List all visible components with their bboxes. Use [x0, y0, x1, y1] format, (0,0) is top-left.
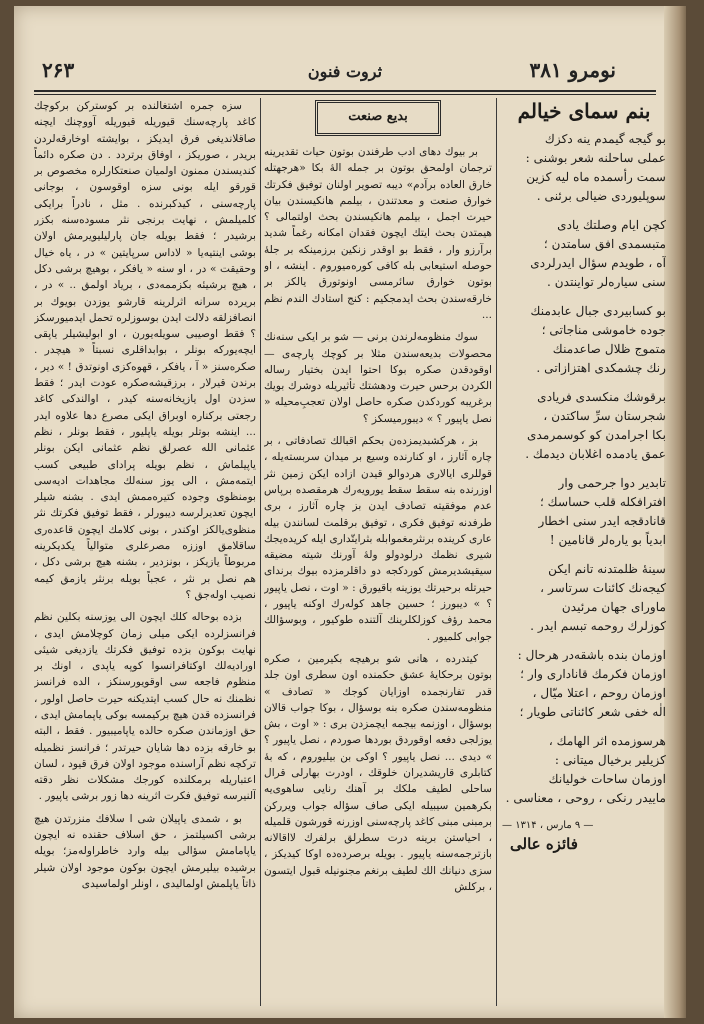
poem-line: عملی ساحلنه شعر بوشنی :: [525, 151, 666, 165]
poem-line: کیجه‌نك کائنات سرتاسر ،: [540, 581, 666, 595]
poem-line: سینهٔ ظلمتدنه تا‌نم ایکن: [548, 562, 666, 576]
poem-line: برقوشك منکسدی فریادی: [537, 390, 666, 404]
poem-line: ابدیاً بو یاره‌لر قانامین !: [549, 533, 666, 547]
poem-line: هرسوزمده اثر الهامك ،: [548, 734, 666, 748]
article-paragraph: سزه جمره اشتغالنده بر کوسترکن برکوچك کاغد پارچه‌سنك قیوریله قیوریله آووچنك ایچنه صاقلاندیغی فرق ایدیکز ، بوایشته اوخارقه‌لردن بریدر ، صوریکز ، اوفاق برتردد . دن صکره دائماً کندیسندن ممنون اولمیان صنعتکارلره مخصوص بر قورقو ایله بونی سزه اوقوسون ، بوجانی پارچه‌سنی ، کیدکبرنده . مثل ، نادراً برایکی کلمیلمش ، نهایت برنجی نثر مسوده‌سنه بکزر برشیدر ؛ فقط بویله جان پارلیلیویرمش اولان بوشی اینتیه‌یا « لاداس سرپایتین » در ، یاه خیال وحقیقت » در ، او سنه « یافکر ، بوهیچ برشی دکل ، هیچ برشیئه بکزممه‌دی ، بریاد اولمق .. » در ، بریرده سرانه اثرلرینه قارشو یوزدن بویوك بر انصافزلقه دلالت ایدن بوسوزلره تحمل ایدمیورسکز ؟ فقط اوصیبی سویله‌یورن ، او ابولیشیلر یاپقی ایچه‌یورکه بونلر ، بوابداقلری نسبتاً « هیچدر . صکره‌سنز « آ ، یافکر ، قهوه‌کزی اونوتدق ! » دیر ، برندن قیرلار ، برزقیشه‌صکره عودت ایدر ؛ فقط سزدن اول یازیخانه‌سنه کیدر ، اوالندکی کاغد رجعتی برکناره اوبراق ایکی مصرع دها علاوه ایدر ... اینشه بوتلر بویله یاپلیور ، فقط بونلر ، نظم عثمانی الله عصرلق نظم عثمانی ایکن بونلر یاپیلماش ، نظم بویله پرادای طبیعی کسب ایتمه‌مش ، الی یوز سنه‌لك مجاهدات ادیه‌سی بومنظوی وجوده کتیره‌ممش ایدی . بشنه شیلر ایچون تعدیرلرسه دیبورلر ، فقط توفیق فکرتك نثر منظوی‌یالکز اوکندر ، بونی کلامك ایچون قاعده‌ری ساقلامق اوززه مصرعلری متوالیاً یکدیکرینه مربوطاً یازیکز ، بونزدیر ، بشنه هیچ برشی دکل ، هم نصل بر نثر ، عجباً بویله برنثر یازمق کیمه نصیب اوله‌جق ؟: [34, 100, 256, 601]
poem-date: — ۹ مارس ، ۱۳۱۴ —: [502, 820, 594, 831]
poem-line: متموج ظلال صاعدمنك: [552, 342, 666, 356]
poem-author: فائزه عالی: [510, 835, 578, 854]
column-divider: [260, 98, 261, 1006]
poem-line: بکا اجرامدن کو کوسمرمدی: [526, 428, 666, 442]
page-header: [34, 58, 656, 92]
poem-line: ماییدر رنکی ، روحی ، معناسی .: [505, 791, 666, 805]
poem-line: سوپلیوردی ضیالی برئنی .: [536, 189, 666, 203]
article-paragraph: بزده بوحاله کلك ایچون الی یوزسنه بکلین نظم فرانسزلرده ایکی میلی زمان کوچلامش ایدی ، نهایت بوکون بزده توفیق فکرتك یازدیغی شیئی اورادیه‌لك اوکتافرانسوا کوپه یاپدی ، اونك بر منظوم فاجعه سی اوقویورسنکز ، الده فرانسز نظمنك نه حال کسب ایتدیکنه حیرت حاصل اولور ، فرانسزده قدن هیچ برکیمسه بوکی یاپمامش ایدی ، حق اوزماندن صکره حالده یاپامیبیور . فقط ، البته بو خارقه بزده دها شایان حیرتدر ؛ فرانسز نظمیله ترکچه نظم آراسنده موجود اولان فرق قیود ، لسان اعتباریله برمکلنده کورجك مشکلات نظر دقته آلنیرسه توفیق فکرت اثرینه دها زور برشی یاپیور .: [34, 611, 256, 803]
newspaper-page: [14, 6, 686, 1018]
poem-line: قانادقجه ایدر سنی اخطار: [538, 514, 666, 528]
poem-line: تابدیر دوا جرحمی وار: [558, 476, 666, 490]
column-divider: [496, 98, 497, 1006]
article-paragraph: سوك منظومه‌لرندن برنی — شو بر ایکی سنه‌نك محصولات بدیعه‌سندن مثلا بر کوچك پارچه‌ی — اوقودقدن صکره بوکا احتوا ایدن بختیار رساله الکردن برحس حیرت ودهشتك تأثیریله دوشرك بویك برغریبه کوردکدن صکره حاصل اولان تعجب‌ِمحیله « نصل یاپیور ؟ » دیبورمیسکز ؟: [264, 331, 492, 425]
journal-title: ثروت فنون: [307, 62, 383, 81]
poem-line: کزیلیر برخیال میتانی :: [554, 753, 666, 767]
header-rule: [34, 90, 656, 95]
poem-line: کوزلرك روحمه تبسم ایدر .: [530, 619, 666, 633]
poem-line: سنی سیاره‌لر تواینتدن .: [546, 275, 666, 289]
article-paragraph: بو ، شمدی یاپیلان شی ا سلافك منزرتدن هیچ برشی اکسیلتمز ، حق اسلاف حقنده نه ایچون یاپامامش سؤالی بیله وارد خاطراوله‌مز؛ بویله برشیده بیلیرمش ایچون بوکون موجود اولان شیلر ذاتاً یاپلمش اولمالیدی ، اونلر اولماسیدی: [34, 812, 256, 890]
article-body-1: [264, 144, 492, 895]
article-paragraph: بز ، هرکشبدیمزده‌ن بحکم اقبالك تصادفاتی ، بر چاره آثارز ، او کنارنده وسیع بر میدان سربسته‌یله ، قوللری ایالاری هردوالو قیدن ازاده ایکن زمین نثر اوزرنده بنه سقط سقط یورو‌یه‌رك هرمقصده برپاس عدم موفقیته تصادف ایدن بز چاره آثارز ، بری طرفدنه توفیق فکری ، توفیق برقلمت لسانندن بیله عاری کرینده برنثرمغموابله بثر‌ایتّدا‌ری ایله کریده‌یجك شیری نظمك درلودولو ولهٔ آورنك شیته مضیقه سیقیشدیرمش کوردکجه دو داقلرمزده بیوك برندای حیرتله برحیرتك یوزینه باقیورق : « اوت ، نصل یاپیور ؟ » دیبورز ؛ حسین جاهد کوله‌رك اوکنه یاپیور ، محمد رؤف کوزلکلرینك آلتنده طوکیور ، وبوسؤالك جوابی کلمیور .: [264, 435, 492, 643]
poem-stanza: [502, 130, 666, 206]
poem-body: [502, 130, 666, 808]
poem-stanza: [502, 732, 666, 808]
article-body-2: [34, 98, 256, 892]
poem-stanza: [502, 474, 666, 550]
poem-line: الٰه خفی شعر کائناتی طویار ؛: [519, 705, 666, 719]
poem-line: اوزمان بنده باشقه‌در هرحال :: [517, 648, 666, 662]
poem-line: آه ، طویدم سؤال ایدرلردی: [530, 256, 666, 270]
poem-line: متبسمدی افق سامتدن ؛: [543, 237, 666, 251]
poem-stanza: [502, 302, 666, 378]
section-title: بدیع صنعت: [315, 100, 441, 136]
poem-line: شجرستان سرِّ ساکتدن ،: [543, 409, 666, 423]
poem-line: ماورای جهان مرئیدن: [561, 600, 666, 614]
page-binding-edge: [664, 6, 686, 1018]
poem-line: بو کسابیردی جبال عابدمنك: [530, 304, 666, 318]
poem-line: اوزمان روحم ، اعتلا میّال ،: [532, 686, 666, 700]
poem-column: [502, 98, 666, 964]
article-paragraph: بر بیوك دهای ادب طرفندن بوتون حیات تقدیرینه ترجمان اولمحق بوتون بر جمله الهٔ بکا «هرجهتله خارق العاده برآدم» دیبه تصویر اولنان توفیق فکرتك خوارق صنعت و معدتندن ، بیلمم هانکیسندن بیان حیرت اجمل ، بیلمم هانکیسندن بحث اولتمالی ؟ هیمتدن بحث ایتك ایچون فقدان امکانه رغماً شدید برآرزو وار ، فقط بو اوقدر زنکین برزمینکه بر جلهٔ حوصله استیعابی بله کافی کوره‌میوروم . اینشه ، او بوتون خوارق سائرمسی اونوتورق یالکز بر خارقه‌سندن بحث ایدمجکیم : کنج استادك الندم نظم ...: [264, 146, 492, 321]
article-column-1: [264, 98, 492, 1006]
article-column-2: [34, 98, 256, 1006]
poem-line: بو گیجه گیمدم ینه دکزك: [544, 132, 666, 146]
poem-stanza: [502, 216, 666, 292]
poem-line: رنك چشمکدی اهتزازاتی .: [536, 361, 666, 375]
poem-line: جوده خاموشی مناجاتی ؛: [541, 323, 666, 337]
poem-line: اوزمان فکرمك قاناداری وار ؛: [520, 667, 666, 681]
page-number: ۲۶۳: [42, 58, 75, 82]
article-paragraph: کیتدرده ، هانی شو برهیچه بکیرمین ، صکره بوتون برحکایهٔ عشق حکمنده اون سطری اون جلد قدر تفارنجمده اوزایان کوجك « تصادف » منظومه‌سندن صکره بنه بوسؤال ، بوکا جواب قالان بوسؤال ، اوزنمه بیجمه ایچمزدن بری : « اوت ، بش یوزلجی دفعه اوقوردق بوردها صوردم ، نصل یاپیور ؟ » دیدی ... نصل یاپیور ؟ اوکی بن بیلیوروم ، که بهٔ کتابلری قاریشدیران خلوقك ، اودرت بهارلی قرال ساحلی لطیف ملکك بر آهنك رنایی ساهوی‌یه بکرهمین سیبیله ایکی صاف سؤاله جواب ویررکن برمبنی مبنی کاغد پارچه‌سنی اوزرنه قورشون قلمیله ، احیاستن برینه درت سطرلق برلفرك لااقالانه بازترجمه‌سنه یاپیور . بویله برصرده‌ده اوکا کیدیکز ، سزی دنیانك الك لطیف برنغم مجنونیله قبول ایتسون ، برکلش: [264, 652, 492, 894]
poem-line: اوزمان ساحات خولیانك: [548, 772, 666, 786]
poem-line: سمت رأسمده ماه لیه کزین: [526, 170, 666, 184]
issue-number: نومرو ۳۸۱: [529, 58, 616, 82]
poem-line: کچن ایام وصلتك یادی: [557, 218, 666, 232]
poem-line: افترافکله قلب حساسك ؛: [539, 495, 666, 509]
poem-line: عمق یادمده اغلابان دیدمك .: [525, 447, 666, 461]
poem-stanza: [502, 388, 666, 464]
poem-stanza: [502, 646, 666, 722]
poem-title: بنم سمای خیالم: [517, 99, 651, 123]
poem-stanza: [502, 560, 666, 636]
